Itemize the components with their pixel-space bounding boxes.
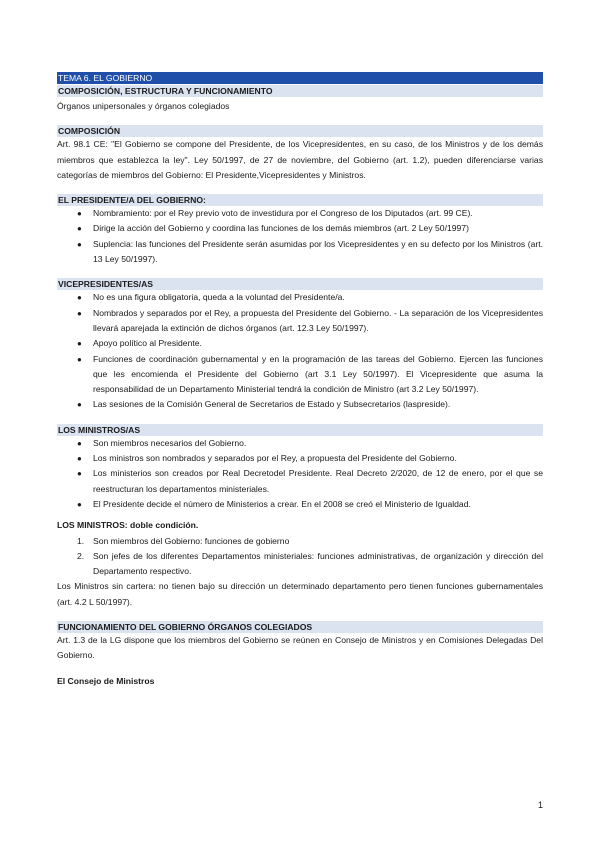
topic-title: TEMA 6. EL GOBIERNO [57, 72, 543, 84]
bullet-icon: ● [77, 469, 82, 479]
bullet-icon: ● [77, 293, 82, 303]
ministros-list [57, 436, 543, 512]
list-item: 1. Son miembros del Gobierno: funciones de gobierno [77, 535, 290, 546]
list-item: ● Los ministros son nombrados y separados por el Rey, a propuesta del Presidente del Gobierno. [57, 451, 543, 466]
list-item: 2. Son jefes de los diferentes Departamentos ministeriales: funciones administrativas, de organización y dirección del Departamento respectivo. [77, 550, 543, 577]
page-number: 1 [537, 800, 543, 810]
funcionamiento-heading: FUNCIONAMIENTO DEL GOBIERNO ÓRGANOS COLEGIADOS [57, 620, 543, 633]
list-item: ● Funciones de coordinación gubernamental y en la programación de las tareas del Gobierno. Ejercen las funciones que les encomienda el Presidente del Gobierno (art 3.1 Ley 50/1997). El Vicepresidente que asuma la responsabilidad de un Departamento Ministerial tendrá la condición de Ministro (art 3.2 Ley 50/1997). [77, 353, 543, 395]
doble-condicion-list [57, 534, 543, 580]
funcionamiento-text: Art. 1.3 de la LG dispone que los miembros del Gobierno se reúnen en Consejo de Ministros y en Comisiones Delegadas Del Gobierno. [57, 635, 543, 661]
list-item: ● Los ministerios son creados por Real Decretodel Presidente. Real Decreto 2/2020, de 12 de enero, por el que se reestructuran los departamentos ministeriales. [77, 468, 543, 494]
bullet-icon: ● [77, 354, 82, 364]
bullet-icon: ● [77, 209, 82, 219]
presidente-heading: EL PRESIDENTE/A DEL GOBIERNO: [57, 193, 543, 206]
bullet-icon: ● [77, 339, 82, 349]
ministros-sin-cartera: Los Ministros sin cartera: no tienen bajo su dirección un determinado departamento pero tienen funciones gubernamentales (art. 4.2 L 50/1997). [57, 581, 543, 607]
list-item: ● Son miembros necesarios del Gobierno. [57, 436, 543, 451]
presidente-list [57, 206, 543, 267]
main-heading: COMPOSICIÓN, ESTRUCTURA Y FUNCIONAMIENTO [57, 84, 543, 97]
list-item: ● Apoyo político al Presidente. [57, 336, 543, 351]
bullet-icon: ● [77, 400, 82, 410]
bullet-icon: ● [77, 438, 82, 448]
list-item: ● Dirige la acción del Gobierno y coordina las funciones de los demás miembros (art. 2 Ley 50/1997) [57, 221, 543, 236]
vicepresidentes-heading: VICEPRESIDENTES/AS [57, 277, 543, 290]
composicion-text: Art. 98.1 CE: "El Gobierno se compone del Presidente, de los Vicepresidentes, en su caso, de los Ministros y de los demás miembros que establezca la ley". Ley 50/1997, de 27 de noviembre, del Gobierno (art. 1.2), pueden diferenciarse varias categorías de miembros del Gobierno: El Presidente,Vicepresidentes y Ministros. [57, 139, 543, 180]
bullet-icon: ● [77, 239, 82, 249]
list-item: ● Suplencia: las funciones del Presidente serán asumidas por los Vicepresidentes y en su defecto por los Ministros (art. 13 Ley 50/1997). [77, 238, 543, 265]
list-item: ● Las sesiones de la Comisión General de Secretarios de Estado y Subsecretarios (laspreside). [57, 397, 543, 412]
bullet-icon: ● [77, 308, 82, 318]
composicion-heading: COMPOSICIÓN [57, 124, 543, 137]
bullet-icon: ● [77, 499, 82, 509]
subtitle: Órganos unipersonales y órganos colegiados [57, 101, 230, 111]
document-page [57, 72, 543, 689]
consejo-heading: El Consejo de Ministros [57, 675, 155, 686]
vicepresidentes-list [57, 290, 543, 412]
list-item: ● Nombramiento: por el Rey previo voto de investidura por el Congreso de los Diputados (art. 99 CE). [57, 206, 543, 221]
list-item: ● Nombrados y separados por el Rey, a propuesta del Presidente del Gobierno. - La separación de los Vicepresidentes llevará aparejada la extinción de dichos órganos (art. 12.3 Ley 50/1997). [77, 307, 543, 333]
list-item: ● El Presidente decide el número de Ministerios a crear. En el 2008 se creó el Ministerio de Igualdad. [57, 497, 543, 512]
list-item: ● No es una figura obligatoria, queda a la voluntad del Presidente/a. [57, 290, 543, 305]
bullet-icon: ● [77, 224, 82, 234]
bullet-icon: ● [77, 454, 82, 464]
ministros-heading: LOS MINISTROS/AS [57, 423, 543, 436]
doble-condicion-heading: LOS MINISTROS: doble condición. [57, 520, 199, 531]
